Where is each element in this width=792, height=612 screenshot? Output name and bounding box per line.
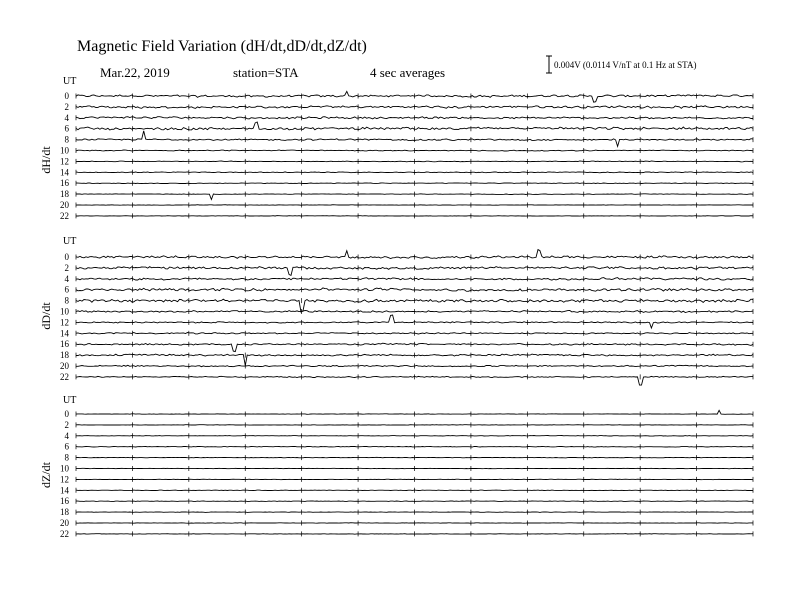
hour-label: 18 (60, 350, 69, 361)
trace-line (76, 267, 753, 276)
hour-label: 12 (60, 474, 69, 485)
hour-label: 4 (64, 430, 69, 441)
hour-label: 14 (60, 167, 69, 178)
hour-label: 10 (60, 463, 69, 474)
trace-line (76, 183, 753, 184)
station-label: station=STA (233, 65, 299, 80)
panel-dZ-dt (39, 395, 753, 539)
date-label: Mar.22, 2019 (100, 65, 170, 80)
hour-label: 4 (64, 273, 69, 284)
ut-label: UT (63, 395, 77, 406)
hour-label: 8 (64, 134, 69, 145)
trace-line (76, 446, 753, 447)
hour-label: 8 (64, 295, 69, 306)
trace-line (76, 479, 753, 480)
hour-label: 16 (60, 496, 69, 507)
hour-label: 10 (60, 306, 69, 317)
hour-label: 2 (64, 101, 69, 112)
trace-line (76, 523, 753, 524)
hour-label: 2 (64, 419, 69, 430)
hour-label: 12 (60, 317, 69, 328)
trace-line (76, 436, 753, 437)
trace-line (76, 122, 753, 130)
hour-label: 8 (64, 452, 69, 463)
panel-label: dH/dt (39, 146, 53, 174)
trace-line (76, 150, 753, 151)
panel-label: dZ/dt (39, 462, 53, 488)
trace-line (76, 501, 753, 502)
hour-label: 10 (60, 145, 69, 156)
chart-title: Magnetic Field Variation (dH/dt,dD/dt,dZ/dt) (77, 38, 367, 55)
ut-label: UT (63, 236, 77, 247)
hour-label: 14 (60, 485, 69, 496)
hour-label: 6 (64, 441, 69, 452)
trace-line (76, 534, 753, 535)
hour-label: 12 (60, 156, 69, 167)
panel-dH-dt (39, 76, 753, 221)
ut-label: UT (63, 76, 77, 87)
hour-label: 4 (64, 112, 69, 123)
hour-label: 20 (60, 361, 69, 371)
trace-line (76, 205, 753, 206)
scale-bar-label: 0.004V (0.0114 V/nT at 0.1 Hz at STA) (554, 60, 697, 70)
hour-label: 20 (60, 200, 69, 210)
hour-label: 20 (60, 518, 69, 528)
trace-line (76, 216, 753, 217)
hour-label: 0 (64, 91, 69, 101)
hour-label: 18 (60, 189, 69, 200)
panel-label: dD/dt (39, 302, 53, 330)
hour-label: 6 (64, 123, 69, 134)
hour-label: 22 (60, 371, 69, 382)
hour-label: 22 (60, 528, 69, 539)
trace-line (76, 512, 753, 513)
hour-label: 18 (60, 507, 69, 518)
hour-label: 2 (64, 262, 69, 273)
averaging-label: 4 sec averages (370, 65, 446, 80)
hour-label: 16 (60, 178, 69, 189)
hour-label: 6 (64, 284, 69, 295)
hour-label: 16 (60, 339, 69, 350)
hour-label: 0 (64, 252, 69, 262)
hour-label: 0 (64, 409, 69, 419)
trace-line (76, 315, 753, 328)
hour-label: 22 (60, 210, 69, 221)
trace-line (76, 490, 753, 491)
hour-label: 14 (60, 328, 69, 339)
panel-dD-dt (39, 236, 753, 385)
trace-line (76, 468, 753, 469)
trace-line (76, 457, 753, 458)
